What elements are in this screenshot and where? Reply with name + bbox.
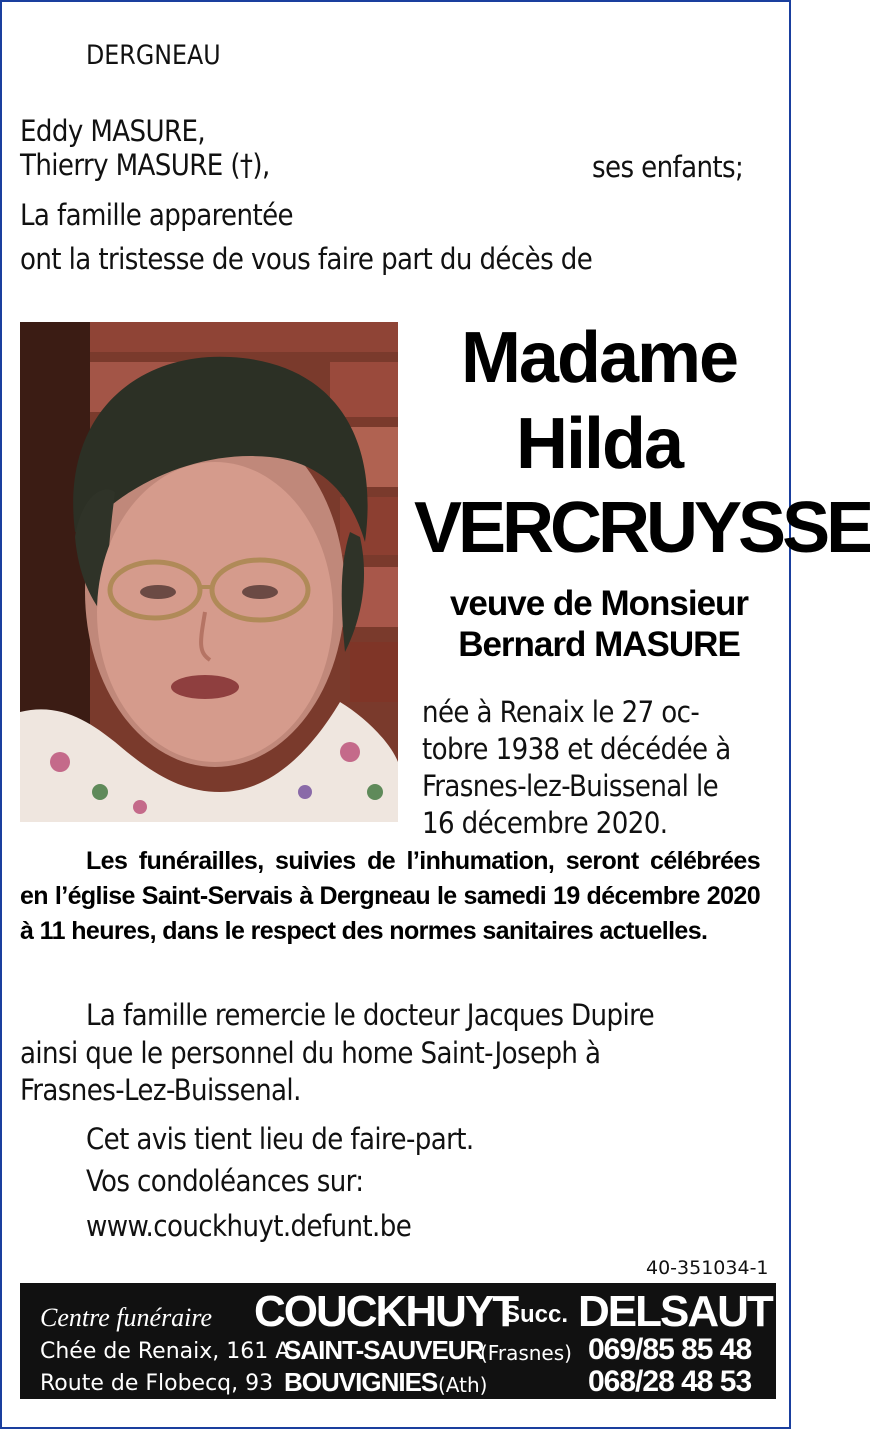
- portrait-photo: [20, 322, 398, 822]
- town-2: BOUVIGNIES: [284, 1367, 438, 1397]
- widow-line-2: Bernard MASURE: [458, 625, 740, 664]
- phone-1[interactable]: 069/85 85 48: [588, 1333, 752, 1366]
- birth-death-line: 16 décembre 2020.: [422, 806, 668, 840]
- deceased-title: Madame: [460, 318, 738, 398]
- village-name: DERGNEAU: [86, 40, 221, 71]
- family-member-name: Thierry MASURE (†),: [20, 148, 270, 182]
- phone-2[interactable]: 068/28 48 53: [588, 1365, 752, 1398]
- birth-death-line: Frasnes-lez-Buissenal le: [422, 769, 719, 803]
- funeral-home-banner: [20, 1283, 776, 1399]
- announcement-intro: ont la tristesse de vous faire part du décès de: [20, 242, 593, 276]
- reference-number: 40-351034-1: [646, 1257, 769, 1279]
- deceased-last-name: VERCRUYSSE: [414, 488, 870, 568]
- family-member-name: Eddy MASURE,: [20, 114, 206, 148]
- condolences-url[interactable]: www.couckhuyt.defunt.be: [86, 1209, 412, 1243]
- address-1: Chée de Renaix, 161 A: [40, 1339, 291, 1364]
- condolences-label: Vos condoléances sur:: [86, 1164, 364, 1198]
- address-2: Route de Flobecq, 93: [40, 1371, 274, 1396]
- region-2: (Ath): [438, 1373, 488, 1397]
- thanks-line: ainsi que le personnel du home Saint-Joseph à: [20, 1036, 601, 1070]
- family-label: La famille apparentée: [20, 198, 293, 232]
- town-1: SAINT-SAUVEUR: [284, 1335, 484, 1365]
- thanks-line: La famille remercie le docteur Jacques Dupire: [86, 998, 655, 1032]
- widow-line-1: veuve de Monsieur: [449, 584, 749, 623]
- funeral-details: Les funérailles, suivies de l’inhumation, seront célébrées en l’église Saint-Servais à Dergneau le samedi 19 décembre 2020 à 11 heures, dans le respect des normes sanitaires actuelles.: [20, 847, 760, 945]
- funeral-home-label: Centre funéraire: [40, 1303, 213, 1332]
- notice-text: Cet avis tient lieu de faire-part.: [86, 1122, 474, 1156]
- children-label: ses enfants;: [592, 150, 744, 184]
- region-1: (Frasnes): [480, 1341, 572, 1365]
- birth-death-line: née à Renaix le 27 oc-: [422, 695, 700, 729]
- birth-death-line: tobre 1938 et décédée à: [422, 732, 731, 766]
- company-name-2: DELSAUT: [578, 1287, 772, 1336]
- company-name: COUCKHUYT: [254, 1287, 518, 1336]
- thanks-line: Frasnes-Lez-Buissenal.: [20, 1073, 301, 1107]
- deceased-first-name: Hilda: [515, 404, 683, 484]
- portrait-image: [20, 322, 398, 822]
- succession-label: Succ.: [504, 1301, 569, 1328]
